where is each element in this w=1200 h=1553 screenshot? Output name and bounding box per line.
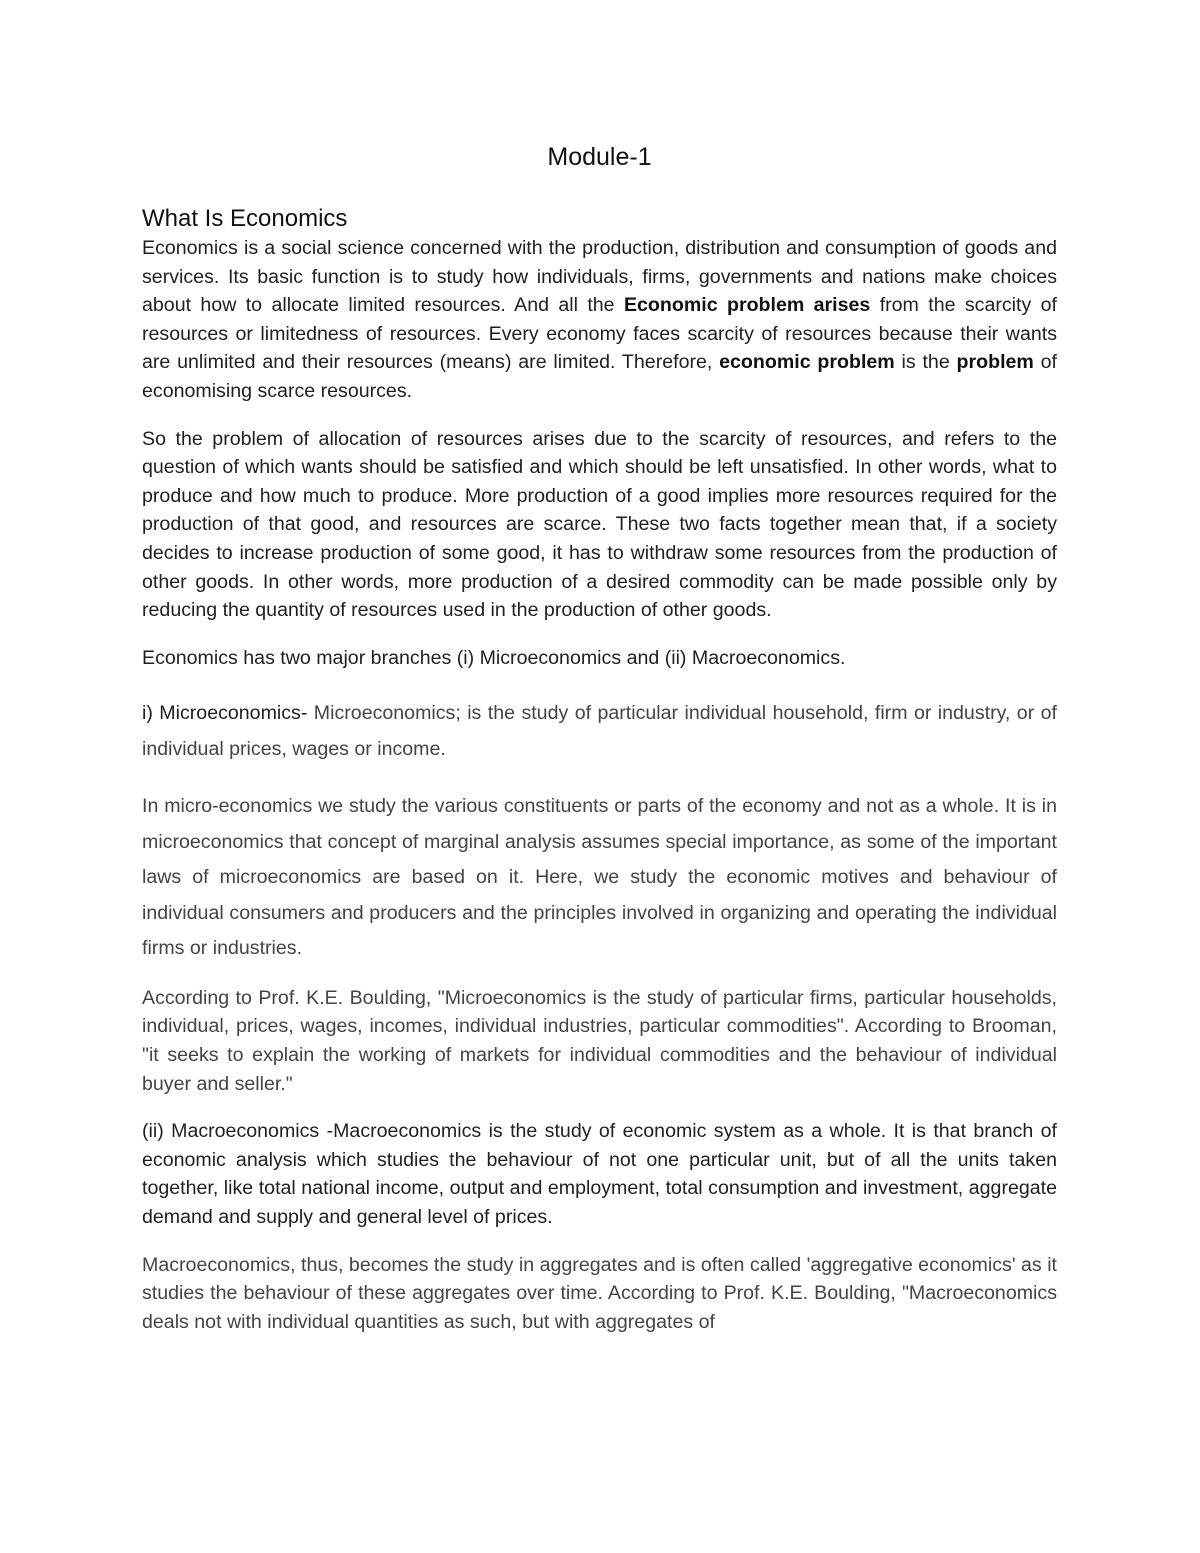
paragraph-economics-definition: [142, 234, 1057, 406]
p1-text-a: Economics is a social science concerned with the production, distribution and consumption of goods and services. Its basic function is to study how individuals, firms, governments and nations make choices about how to allocate limited resources. And all the: [142, 237, 1057, 317]
paragraph-allocation: So the problem of allocation of resources arises due to the scarcity of resources, and refers to the question of which wants should be satisfied and which should be left unsatisfied. In other words, what to produce and how much to produce. More production of a good implies more resources required for the production of that good, and resources are scarce. These two facts together mean that, if a society decides to increase production of some good, it has to withdraw some resources from the production of other goods. In other words, more production of a desired commodity can be made possible only by reducing the quantity of resources used in the production of other goods.: [142, 427, 1057, 622]
paragraph-macroeconomics-definition: [142, 1117, 1057, 1231]
p1-bold-economic-problem-arises: Economic problem arises: [623, 294, 871, 317]
section-heading: What Is Economics: [142, 205, 348, 232]
module-title: Module-1: [547, 143, 652, 171]
paragraph-boulding-brooman: According to Prof. K.E. Boulding, "Microeconomics is the study of particular firms, particular households, individual, prices, wages, incomes, individual industries, particular commodities". According to Brooman, "it seeks to explain the working of markets for individual commodities and the behaviour of individual buyer and seller.": [142, 986, 1057, 1095]
macro-definition-text: -Macroeconomics is the study of economic system as a whole. It is that branch of economic analysis which studies the behaviour of not one particular unit, but of all the units taken together, like total national income, output and employment, total consumption and investment, aggregate demand and supply and general level of prices.: [142, 1120, 1057, 1228]
document-page: [142, 140, 1057, 1336]
p1-bold-economic-problem: economic problem: [719, 351, 895, 374]
macro-label: (ii) Macroeconomics: [142, 1120, 320, 1143]
paragraph-microeconomics-definition: [142, 696, 1057, 767]
p1-text-e: of economising scarce resources.: [142, 351, 1057, 402]
micro-label: i) Microeconomics-: [142, 702, 308, 725]
paragraph-branches: Economics has two major branches (i) Microeconomics and (ii) Macroeconomics.: [142, 646, 846, 669]
p1-text-d: is the: [894, 351, 957, 374]
paragraph-micro-economics-study: In micro-economics we study the various constituents or parts of the economy and not as a whole. It is in microeconomics that concept of marginal analysis assumes special importance, as some of the important laws of microeconomics are based on it. Here, we study the economic motives and behaviour of individual consumers and producers and the principles involved in organizing and operating the individual firms or industries.: [142, 795, 1057, 960]
micro-definition-text: Microeconomics; is the study of particular individual household, firm or industry, or of individual prices, wages or income.: [142, 702, 1057, 760]
paragraph-aggregates: Macroeconomics, thus, becomes the study in aggregates and is often called 'aggregative economics' as it studies the behaviour of these aggregates over time. According to Prof. K.E. Boulding, "Macroeconomics deals not with individual quantities as such, but with aggregates of: [142, 1253, 1057, 1333]
p1-text-c: from the scarcity of resources or limitedness of resources. Every economy faces scarcity of resources because their wants are unlimited and their resources (means) are limited. Therefore,: [142, 294, 1057, 374]
p1-bold-problem: problem: [956, 351, 1034, 374]
